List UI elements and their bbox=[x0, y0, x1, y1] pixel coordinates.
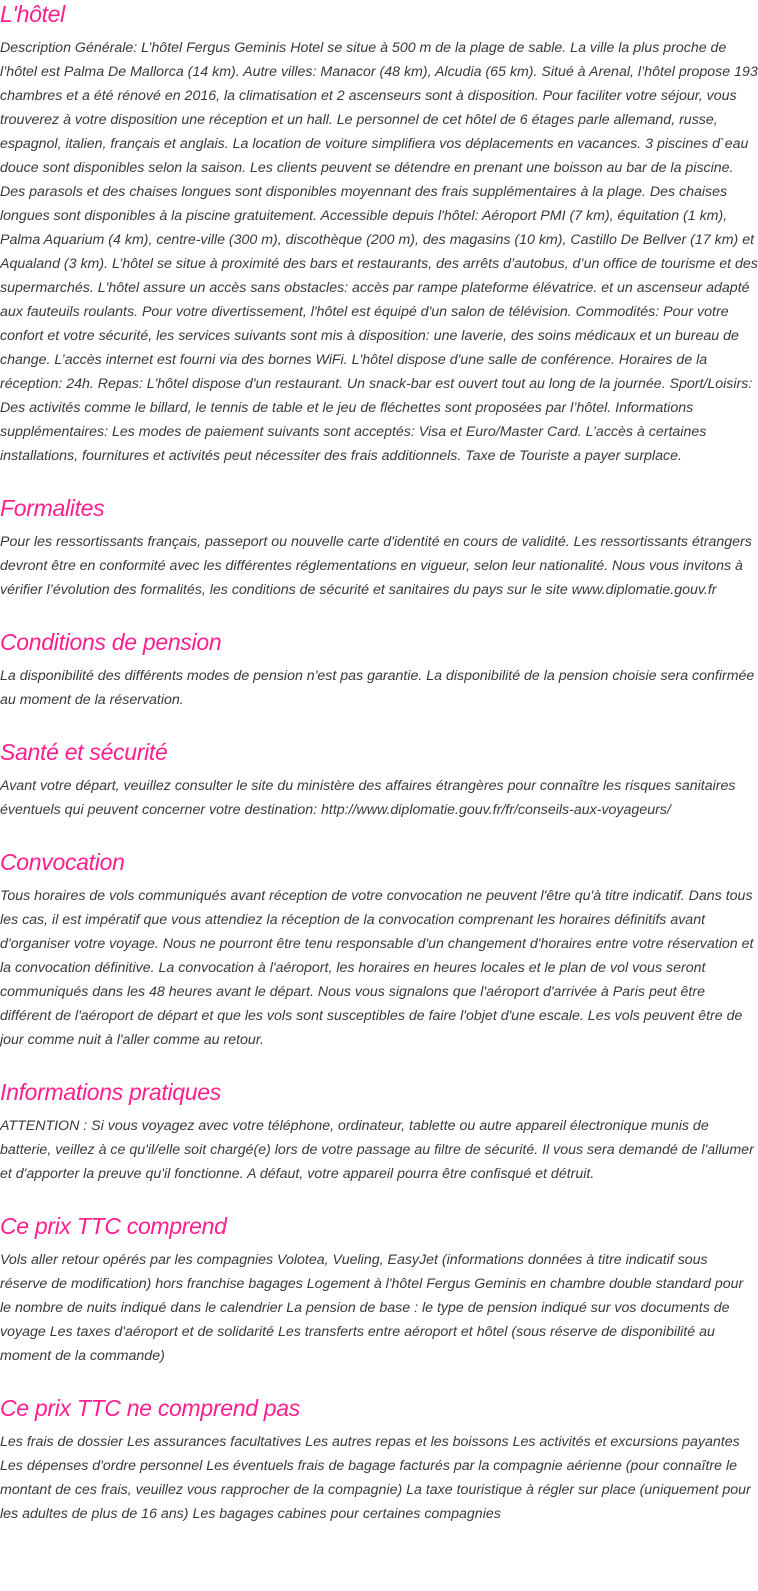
section-sante-securite bbox=[0, 738, 758, 822]
section-text-prix-comprend: Vols aller retour opérés par les compagnies Volotea, Vueling, EasyJet (informations données à titre indicatif sous réserve de modification) hors franchise bagages Logement à l'hôtel Fergus Geminis en chambre double standard pour le nombre de nuits indiqué dans le calendrier La pension de base : le type de pension indiqué sur vos documents de voyage Les taxes d'aéroport et de solidarité Les transferts entre aéroport et hôtel (sous réserve de disponibilité au moment de la commande) bbox=[0, 1252, 744, 1364]
section-hotel bbox=[0, 0, 758, 468]
section-text-hotel: Description Générale: L’hôtel Fergus Geminis Hotel se situe à 500 m de la plage de sable. La ville la plus proche de l’hôtel est Palma De Mallorca (14 km). Autre villes: Manacor (48 km), Alcudia (65 km). Situé à Arenal, l’hôtel propose 193 chambres et a été rénové en 2016, la climatisation et 2 ascenseurs sont à disposition. Pour faciliter votre séjour, vous trouverez à votre disposition une réception et un hall. Le personnel de cet hôtel de 6 étages parle allemand, russe, espagnol, italien, français et anglais. La location de voiture simplifiera vos déplacements en vacances. 3 piscines d`eau douce sont disponibles selon la saison. Les clients peuvent se détendre en prenant une boisson au bar de la piscine. Des parasols et des chaises longues sont disponibles moyennant des frais supplémentaires à la plage. Des chaises longues sont disponibles à la piscine gratuitement. Accessible depuis l'hôtel: Aéroport PMI (7 km), équitation (1 km), Palma Aquarium (4 km), centre-ville (300 m), discothèque (200 m), des magasins (10 km), Castillo De Bellver (17 km) et Aqualand (3 km). L’hôtel se situe à proximité des bars et restaurants, des arrêts d’autobus, d’un office de tourisme et des supermarchés. L'hôtel assure un accès sans obstacles: accès par rampe plateforme élévatrice. et un ascenseur adapté aux fauteuils roulants. Pour votre divertissement, l'hôtel est équipé d'un salon de télévision. Commodités: Pour votre confort et votre sécurité, les services suivants sont mis à disposition: une laverie, des soins médicaux et un bureau de change. L’accès internet est fourni via des bornes WiFi. L'hôtel dispose d'une salle de conférence. Horaires de la réception: 24h. Repas: L'hôtel dispose d'un restaurant. Un snack-bar est ouvert tout au long de la journée. Sport/Loisirs: Des activités comme le billard, le tennis de table et le jeu de fléchettes sont proposées par l’hôtel. Informations supplémentaires: Les modes de paiement suivants sont acceptés: Visa et Euro/Master Card. L’accès à certaines installations, fournitures et activités peut nécessiter des frais additionnels. Taxe de Touriste a payer surplace. bbox=[0, 40, 758, 464]
section-title-informations-pratiques: Informations pratiques bbox=[0, 1079, 221, 1105]
section-title-conditions-pension: Conditions de pension bbox=[0, 629, 222, 655]
section-title-prix-comprend: Ce prix TTC comprend bbox=[0, 1213, 227, 1239]
section-text-formalites: Pour les ressortissants français, passeport ou nouvelle carte d'identité en cours de validité. Les ressortissants étrangers devront être en conformité avec les différentes réglementations en vigueur, selon leur nationalité. Nous vous invitons à vérifier l’évolution des formalités, les conditions de sécurité et sanitaires du pays sur le site www.diplomatie.gouv.fr bbox=[0, 534, 752, 598]
section-text-convocation: Tous horaires de vols communiqués avant réception de votre convocation ne peuvent l'être qu'à titre indicatif. Dans tous les cas, il est impératif que vous attendiez la réception de la convocation comprenant les horaires définitifs avant d'organiser votre voyage. Nous ne pourront être tenu responsable d'un changement d'horaires entre votre réservation et la convocation définitive. La convocation à l'aéroport, les horaires en heures locales et le plan de vol vous seront communiqués dans les 48 heures avant le départ. Nous vous signalons que l'aéroport d'arrivée à Paris peut être différent de l'aéroport de départ et que les vols sont susceptibles de faire l'objet d'une escale. Les vols peuvent être de jour comme nuit à l'aller comme au retour. bbox=[0, 888, 754, 1048]
section-formalites bbox=[0, 494, 758, 602]
section-text-sante-securite: Avant votre départ, veuillez consulter le site du ministère des affaires étrangères pour connaître les risques sanitaires éventuels qui peuvent concerner votre destination: http://www.diplomatie.gouv.fr/fr/conseils-aux-voyageurs/ bbox=[0, 778, 736, 818]
section-text-prix-ne-comprend-pas: Les frais de dossier Les assurances facultatives Les autres repas et les boissons Les activités et excursions payantes Les dépenses d'ordre personnel Les éventuels frais de bagage facturés par la compagnie aérienne (pour connaître le montant de ces frais, veuillez vous rapprocher de la compagnie) La taxe touristique à régler sur place (uniquement pour les adultes de plus de 16 ans) Les bagages cabines pour certaines compagnies bbox=[0, 1434, 751, 1522]
section-text-informations-pratiques: ATTENTION : Si vous voyagez avec votre téléphone, ordinateur, tablette ou autre appareil électronique munis de batterie, veillez à ce qu'il/elle soit chargé(e) lors de votre passage au filtre de sécurité. Il vous sera demandé de l'allumer et d'apporter la preuve qu'il fonctionne. A défaut, votre appareil pourra être confisqué et détruit. bbox=[0, 1118, 754, 1182]
section-prix-comprend bbox=[0, 1212, 758, 1368]
section-convocation bbox=[0, 848, 758, 1052]
section-text-conditions-pension: La disponibilité des différents modes de pension n'est pas garantie. La disponibilité de la pension choisie sera confirmée au moment de la réservation. bbox=[0, 668, 755, 708]
section-title-formalites: Formalites bbox=[0, 495, 105, 521]
section-informations-pratiques bbox=[0, 1078, 758, 1186]
section-title-prix-ne-comprend-pas: Ce prix TTC ne comprend pas bbox=[0, 1395, 300, 1421]
section-title-convocation: Convocation bbox=[0, 849, 125, 875]
section-conditions-pension bbox=[0, 628, 758, 712]
section-title-sante-securite: Santé et sécurité bbox=[0, 739, 168, 765]
section-prix-ne-comprend-pas bbox=[0, 1394, 758, 1526]
section-title-hotel: L'hôtel bbox=[0, 1, 65, 27]
